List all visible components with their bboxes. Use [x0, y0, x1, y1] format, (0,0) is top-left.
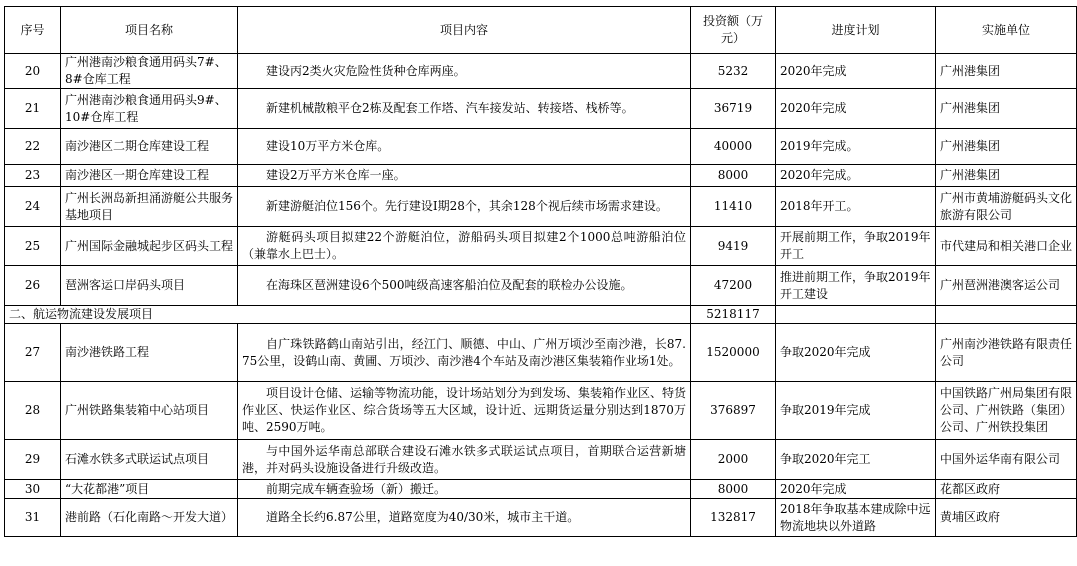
header-no: 序号	[5, 7, 61, 54]
row-no: 24	[5, 187, 61, 227]
row-content: 游艇码头项目拟建22个游艇泊位，游船码头项目拟建2个1000总吨游船泊位（兼靠水上巴士）。	[238, 227, 691, 266]
row-schedule: 2019年完成。	[776, 129, 936, 165]
row-invest: 47200	[691, 266, 776, 306]
row-content: 在海珠区琶洲建设6个500吨级高速客船泊位及配套的联检办公设施。	[238, 266, 691, 306]
row-unit: 广州市黄埔游艇码头文化旅游有限公司	[936, 187, 1077, 227]
row-schedule: 争取2020年完工	[776, 440, 936, 480]
row-name: 广州铁路集装箱中心站项目	[61, 382, 238, 440]
row-content: 前期完成车辆查验场（新）搬迁。	[238, 480, 691, 499]
row-no: 30	[5, 480, 61, 499]
row-name: 广州港南沙粮食通用码头9#、10#仓库工程	[61, 89, 238, 129]
section-invest: 5218117	[691, 306, 776, 324]
table-row	[5, 54, 1077, 89]
row-content: 建设2万平方米仓库一座。	[238, 165, 691, 187]
section-schedule	[776, 306, 936, 324]
row-invest: 40000	[691, 129, 776, 165]
row-name: 石滩水铁多式联运试点项目	[61, 440, 238, 480]
row-name: 广州国际金融城起步区码头工程	[61, 227, 238, 266]
table-row	[5, 266, 1077, 306]
row-no: 28	[5, 382, 61, 440]
row-invest: 11410	[691, 187, 776, 227]
row-schedule: 推进前期工作，争取2019年开工建设	[776, 266, 936, 306]
section-unit	[936, 306, 1077, 324]
table-row	[5, 499, 1077, 537]
row-name: 南沙港铁路工程	[61, 324, 238, 382]
row-invest: 8000	[691, 480, 776, 499]
row-schedule: 开展前期工作，争取2019年开工	[776, 227, 936, 266]
table-row	[5, 440, 1077, 480]
table-row	[5, 187, 1077, 227]
row-no: 22	[5, 129, 61, 165]
row-content: 建设10万平方米仓库。	[238, 129, 691, 165]
row-schedule: 争取2019年完成	[776, 382, 936, 440]
row-unit: 黄埔区政府	[936, 499, 1077, 537]
row-name: 琶洲客运口岸码头项目	[61, 266, 238, 306]
row-invest: 5232	[691, 54, 776, 89]
table-row	[5, 89, 1077, 129]
row-invest: 376897	[691, 382, 776, 440]
header-schedule: 进度计划	[776, 7, 936, 54]
row-no: 21	[5, 89, 61, 129]
row-name: 南沙港区二期仓库建设工程	[61, 129, 238, 165]
row-no: 25	[5, 227, 61, 266]
row-invest: 36719	[691, 89, 776, 129]
row-unit: 花都区政府	[936, 480, 1077, 499]
row-content: 新建机械散粮平仓2栋及配套工作塔、汽车接发站、转接塔、栈桥等。	[238, 89, 691, 129]
row-invest: 132817	[691, 499, 776, 537]
row-invest: 8000	[691, 165, 776, 187]
row-no: 31	[5, 499, 61, 537]
row-unit: 广州琶洲港澳客运公司	[936, 266, 1077, 306]
section-title: 二、航运物流建设发展项目	[5, 306, 691, 324]
table-row	[5, 129, 1077, 165]
row-content: 建设丙2类火灾危险性货种仓库两座。	[238, 54, 691, 89]
table-row	[5, 227, 1077, 266]
row-unit: 广州南沙港铁路有限责任公司	[936, 324, 1077, 382]
row-schedule: 2020年完成	[776, 54, 936, 89]
table-row	[5, 480, 1077, 499]
row-no: 20	[5, 54, 61, 89]
row-unit: 广州港集团	[936, 165, 1077, 187]
row-unit: 中国外运华南有限公司	[936, 440, 1077, 480]
row-unit: 中国铁路广州局集团有限公司、广州铁路（集团）公司、广州铁投集团	[936, 382, 1077, 440]
row-content: 项目设计仓储、运输等物流功能，设计场站划分为到发场、集装箱作业区、特货作业区、快运作业区、综合货场等五大区域，设计近、远期货运量分别达到1870万吨、2590万吨。	[238, 382, 691, 440]
row-unit: 广州港集团	[936, 129, 1077, 165]
row-no: 27	[5, 324, 61, 382]
table-row	[5, 324, 1077, 382]
row-unit: 广州港集团	[936, 54, 1077, 89]
header-name: 项目名称	[61, 7, 238, 54]
row-schedule: 争取2020年完成	[776, 324, 936, 382]
row-name: “大花都港”项目	[61, 480, 238, 499]
table-row	[5, 165, 1077, 187]
row-content: 与中国外运华南总部联合建设石滩水铁多式联运试点项目，首期联合运营新塘港，并对码头设施设备进行升级改造。	[238, 440, 691, 480]
header-invest: 投资额（万元）	[691, 7, 776, 54]
row-unit: 市代建局和相关港口企业	[936, 227, 1077, 266]
row-name: 南沙港区一期仓库建设工程	[61, 165, 238, 187]
header-row	[5, 7, 1077, 54]
section-row	[5, 306, 1077, 324]
row-schedule: 2018年开工。	[776, 187, 936, 227]
row-no: 29	[5, 440, 61, 480]
row-invest: 9419	[691, 227, 776, 266]
row-schedule: 2020年完成	[776, 89, 936, 129]
row-unit: 广州港集团	[936, 89, 1077, 129]
row-content: 道路全长约6.87公里，道路宽度为40/30米，城市主干道。	[238, 499, 691, 537]
header-content: 项目内容	[238, 7, 691, 54]
project-table	[4, 6, 1077, 537]
row-schedule: 2020年完成。	[776, 165, 936, 187]
row-schedule: 2020年完成	[776, 480, 936, 499]
row-invest: 1520000	[691, 324, 776, 382]
row-content: 自广珠铁路鹤山南站引出，经江门、顺德、中山、广州万顷沙至南沙港，长87.75公里，设鹤山南、黄圃、万顷沙、南沙港4个车站及南沙港区集装箱作业场1处。	[238, 324, 691, 382]
row-content: 新建游艇泊位156个。先行建设I期28个，其余128个视后续市场需求建设。	[238, 187, 691, 227]
table-row	[5, 382, 1077, 440]
row-name: 港前路（石化南路～开发大道）	[61, 499, 238, 537]
row-no: 26	[5, 266, 61, 306]
row-schedule: 2018年争取基本建成除中远物流地块以外道路	[776, 499, 936, 537]
row-no: 23	[5, 165, 61, 187]
row-name: 广州港南沙粮食通用码头7#、8#仓库工程	[61, 54, 238, 89]
header-unit: 实施单位	[936, 7, 1077, 54]
row-invest: 2000	[691, 440, 776, 480]
row-name: 广州长洲岛新担涌游艇公共服务基地项目	[61, 187, 238, 227]
